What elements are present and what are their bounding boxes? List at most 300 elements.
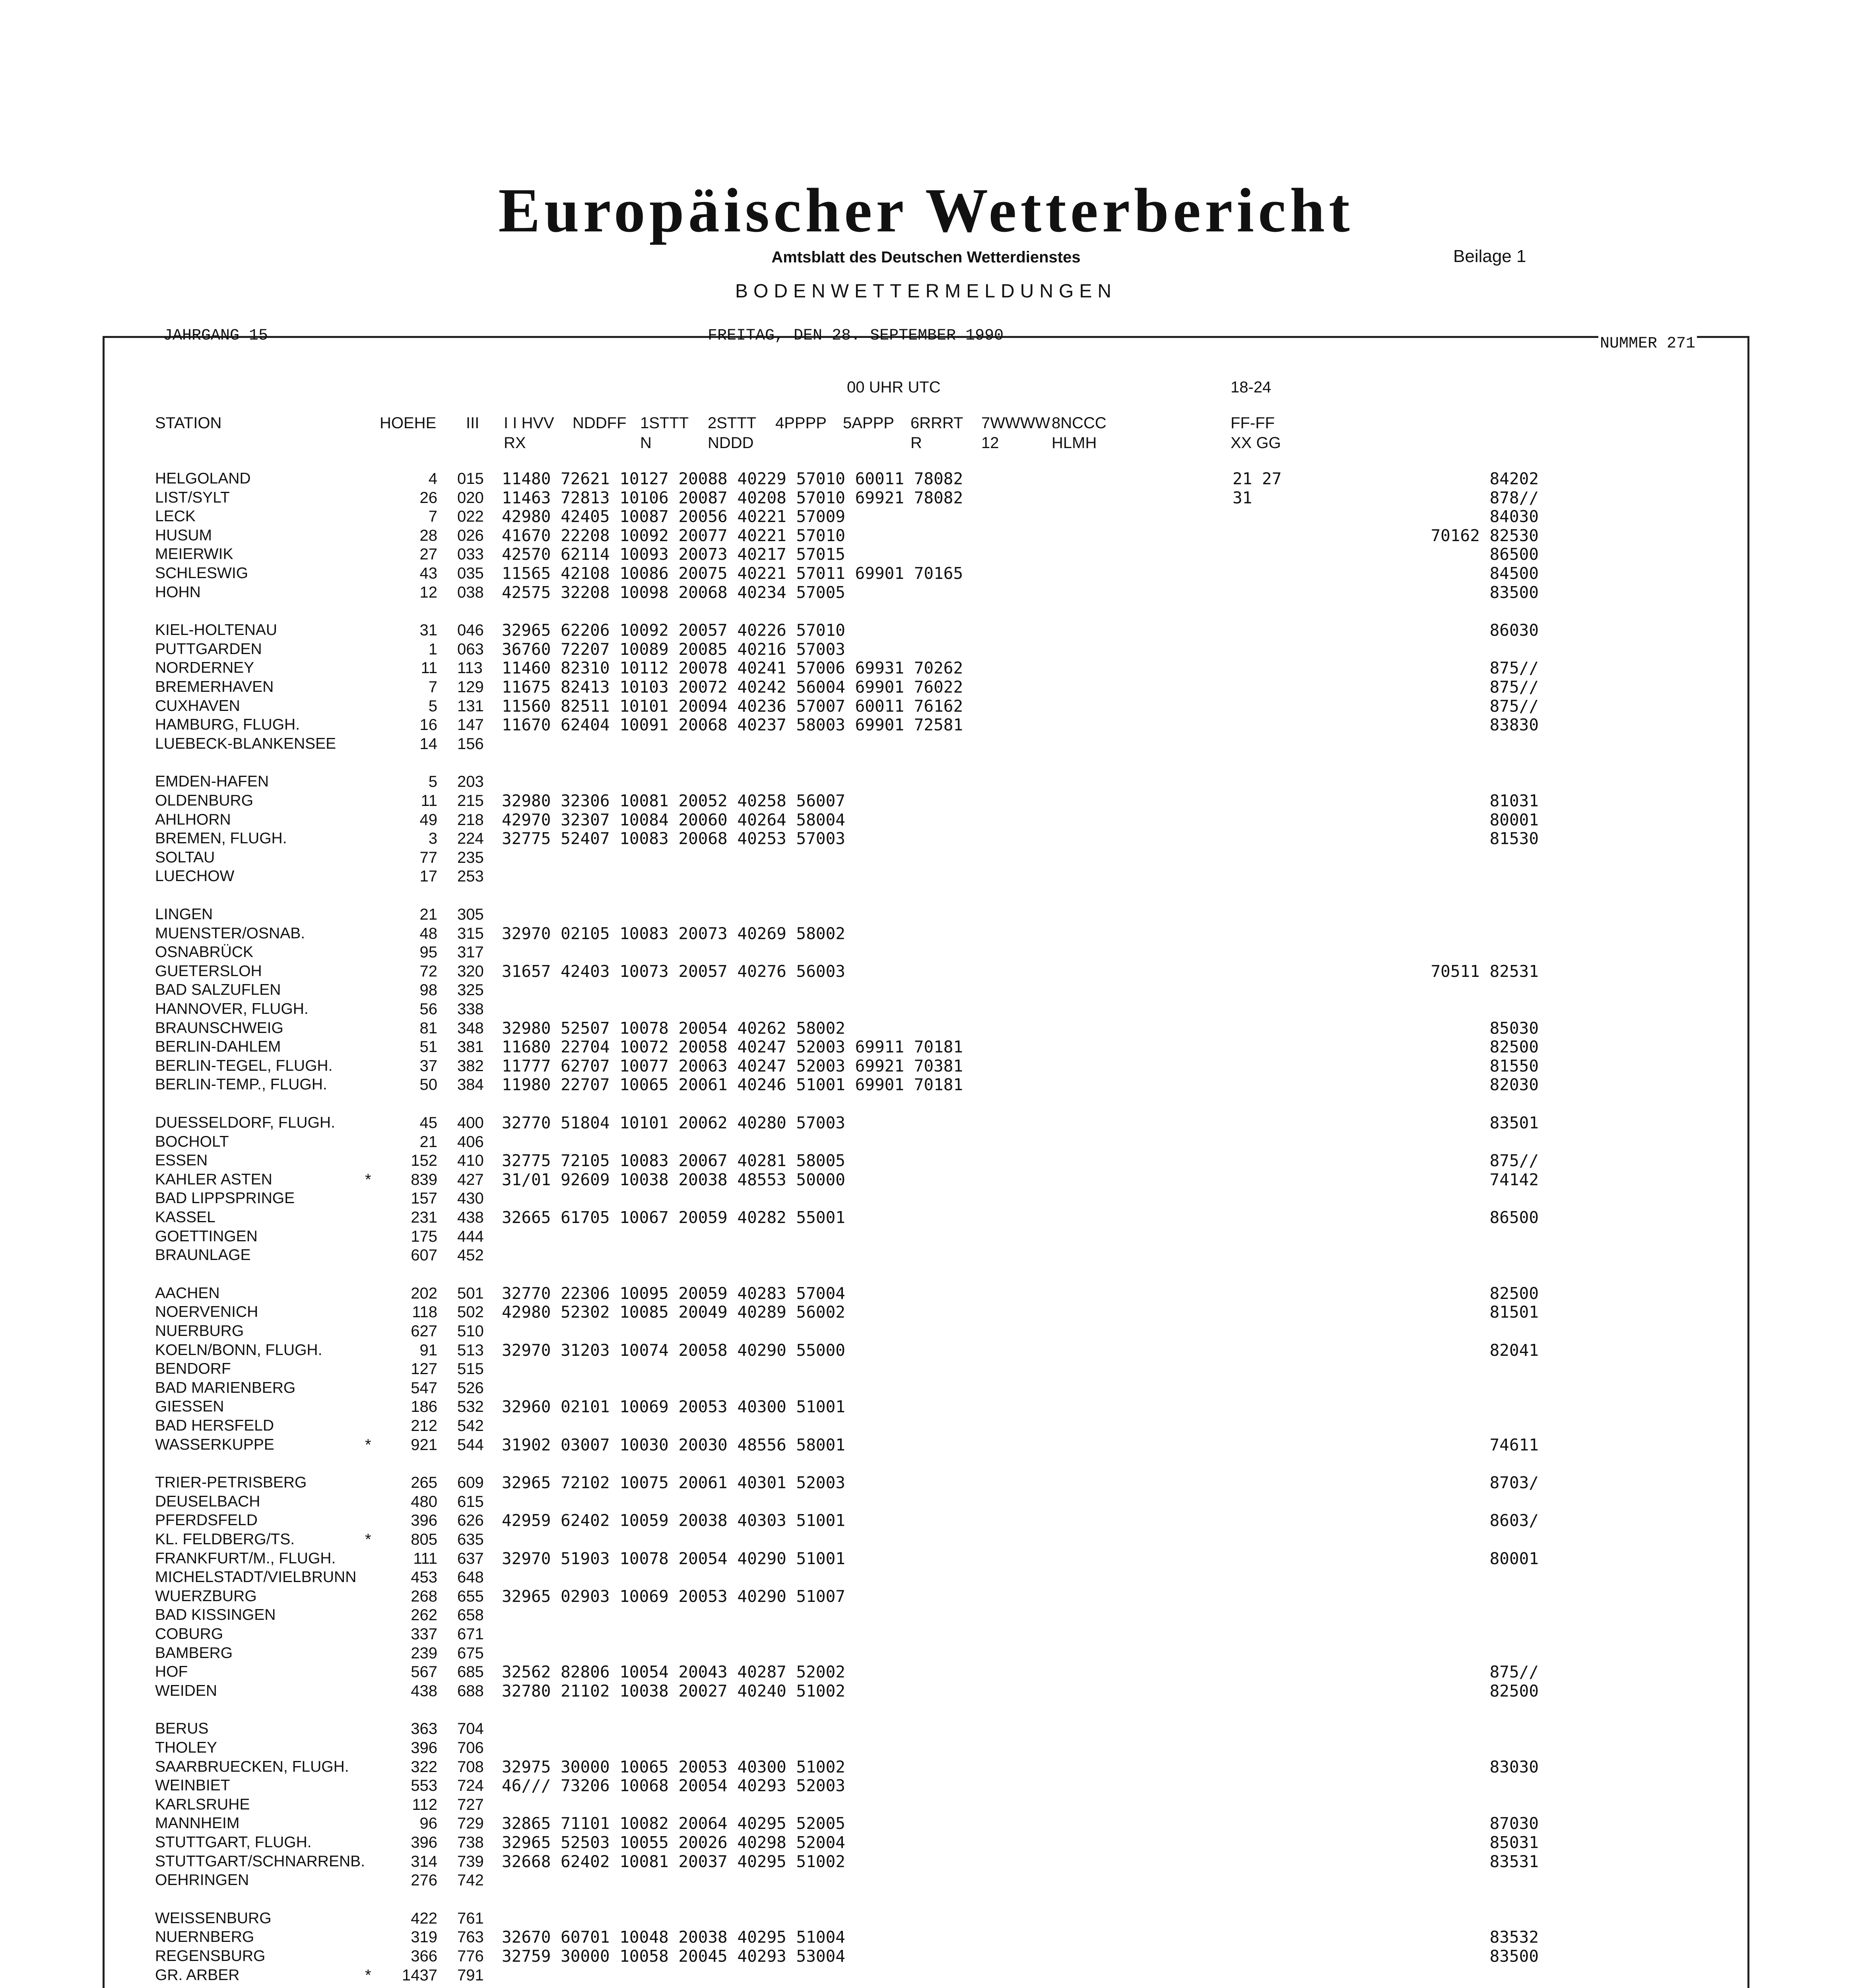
table-row xyxy=(0,772,1852,791)
station-elevation: 319 xyxy=(411,1928,437,1946)
station-name: MEIERWIK xyxy=(155,546,233,563)
station-elevation: 56 xyxy=(419,1000,437,1018)
table-row xyxy=(0,1341,1852,1360)
station-number: 510 xyxy=(457,1322,484,1340)
station-number: 438 xyxy=(457,1209,484,1226)
synop-extra-groups: 74611 xyxy=(1489,1435,1539,1454)
column-header: 8NCCC xyxy=(1052,414,1107,432)
table-row xyxy=(0,1814,1852,1833)
station-elevation: 14 xyxy=(419,735,437,753)
station-name: GR. ARBER xyxy=(155,1966,240,1984)
synop-groups: 11777 62707 10077 20063 40247 52003 69921 70381 xyxy=(502,1056,963,1076)
table-row xyxy=(0,1435,1852,1454)
table-row xyxy=(0,1075,1852,1094)
station-name: DEUSELBACH xyxy=(155,1493,260,1510)
synop-extra-groups: 83500 xyxy=(1489,1947,1539,1966)
table-row xyxy=(0,1795,1852,1814)
table-row xyxy=(0,1189,1852,1208)
table-row xyxy=(0,1719,1852,1738)
synop-groups: 11480 72621 10127 20088 40229 57010 60011 78082 xyxy=(502,469,963,488)
table-row xyxy=(0,640,1852,659)
station-number: 129 xyxy=(457,678,484,696)
synop-extra-groups: 83500 xyxy=(1489,582,1539,602)
station-name: BREMEN, FLUGH. xyxy=(155,830,287,847)
station-name: MICHELSTADT/VIELBRUNN xyxy=(155,1569,357,1586)
synop-extra-groups: 74142 xyxy=(1489,1170,1539,1189)
station-elevation: 21 xyxy=(419,906,437,923)
table-row xyxy=(0,905,1852,924)
station-name: SCHLESWIG xyxy=(155,565,248,582)
synop-groups: 42570 62114 10093 20073 40217 57015 xyxy=(502,545,845,564)
station-number: 776 xyxy=(457,1947,484,1965)
synop-groups: 32670 60701 10048 20038 40295 51004 xyxy=(502,1928,845,1947)
station-name: BERUS xyxy=(155,1720,209,1738)
table-row xyxy=(0,1170,1852,1189)
table-row xyxy=(0,1303,1852,1322)
table-row xyxy=(0,1928,1852,1947)
station-elevation: 239 xyxy=(411,1644,437,1662)
station-elevation: 805 xyxy=(411,1531,437,1548)
station-number: 381 xyxy=(457,1038,484,1056)
station-elevation: 7 xyxy=(428,678,437,696)
synop-groups: 32775 72105 10083 20067 40281 58005 xyxy=(502,1151,845,1171)
station-name: EMDEN-HAFEN xyxy=(155,773,269,790)
station-number: 235 xyxy=(457,848,484,866)
station-elevation: 337 xyxy=(411,1625,437,1643)
table-row xyxy=(0,1227,1852,1246)
table-row xyxy=(0,469,1852,488)
station-number: 609 xyxy=(457,1474,484,1492)
station-number: 317 xyxy=(457,944,484,961)
table-row xyxy=(0,1966,1852,1985)
station-name: GOETTINGEN xyxy=(155,1227,258,1245)
station-name: WEIDEN xyxy=(155,1682,217,1699)
station-name: TRIER-PETRISBERG xyxy=(155,1474,307,1491)
station-elevation: 5 xyxy=(428,697,437,715)
station-elevation: 49 xyxy=(419,811,437,829)
station-number: 203 xyxy=(457,773,484,791)
station-number: 113 xyxy=(457,659,483,677)
station-elevation: 396 xyxy=(411,1512,437,1530)
column-header: HLMH xyxy=(1052,434,1097,452)
station-elevation: 262 xyxy=(411,1606,437,1624)
synop-extra-groups: 84030 xyxy=(1489,507,1539,526)
station-name: HOF xyxy=(155,1663,188,1681)
synop-extra-groups: 875// xyxy=(1489,658,1539,678)
synop-groups: 42959 62402 10059 20038 40303 51001 xyxy=(502,1511,845,1530)
synop-extra-groups: 86030 xyxy=(1489,621,1539,640)
table-row xyxy=(0,1852,1852,1871)
station-number: 430 xyxy=(457,1190,484,1208)
station-number: 046 xyxy=(457,621,484,639)
station-name: BAD HERSFELD xyxy=(155,1417,274,1434)
station-name: DUESSELDORF, FLUGH. xyxy=(155,1114,335,1131)
station-name: FRANKFURT/M., FLUGH. xyxy=(155,1549,336,1567)
synop-extra-groups: 82041 xyxy=(1489,1340,1539,1360)
synop-extra-groups: 86500 xyxy=(1489,1208,1539,1227)
station-elevation: 607 xyxy=(411,1246,437,1264)
station-number: 688 xyxy=(457,1682,484,1700)
station-number: 384 xyxy=(457,1076,484,1094)
station-number: 671 xyxy=(457,1625,484,1643)
synop-groups: 32970 02105 10083 20073 40269 58002 xyxy=(502,924,845,943)
station-elevation: 396 xyxy=(411,1834,437,1851)
table-row xyxy=(0,810,1852,829)
synop-groups: 11680 22704 10072 20058 40247 52003 69911 70181 xyxy=(502,1037,963,1057)
station-name: MANNHEIM xyxy=(155,1815,240,1832)
synop-extra-groups: 81031 xyxy=(1489,791,1539,810)
station-elevation: 112 xyxy=(412,1796,437,1813)
synop-groups: 41670 22208 10092 20077 40221 57010 xyxy=(502,526,845,545)
station-elevation: 422 xyxy=(411,1909,437,1927)
station-name: KOELN/BONN, FLUGH. xyxy=(155,1341,322,1359)
table-row xyxy=(0,1871,1852,1890)
station-number: 648 xyxy=(457,1569,484,1586)
table-row xyxy=(0,488,1852,507)
table-row xyxy=(0,1530,1852,1549)
synop-extra-groups: 83030 xyxy=(1489,1757,1539,1776)
station-number: 655 xyxy=(457,1587,484,1605)
station-elevation: 363 xyxy=(411,1720,437,1738)
station-number: 513 xyxy=(457,1341,484,1359)
station-elevation: 21 xyxy=(419,1133,437,1151)
column-header: HOEHE xyxy=(380,414,437,432)
station-number: 382 xyxy=(457,1057,484,1075)
station-number: 325 xyxy=(457,981,484,999)
station-name: WUERZBURG xyxy=(155,1587,257,1605)
synop-extra-groups: 82500 xyxy=(1489,1037,1539,1057)
synop-groups: 32759 30000 10058 20045 40293 53004 xyxy=(502,1947,845,1966)
station-number: 026 xyxy=(457,526,484,544)
station-name: OLDENBURG xyxy=(155,792,254,809)
station-elevation: 480 xyxy=(411,1493,437,1510)
table-row xyxy=(0,1757,1852,1776)
synop-extra-groups: 875// xyxy=(1489,1151,1539,1171)
synop-groups: 42575 32208 10098 20068 40234 57005 xyxy=(502,582,845,602)
station-name: BERLIN-TEMP., FLUGH. xyxy=(155,1076,327,1093)
station-elevation: 17 xyxy=(419,868,437,885)
synop-extra-groups: 80001 xyxy=(1489,810,1539,829)
table-row xyxy=(0,1625,1852,1644)
table-row xyxy=(0,583,1852,602)
synop-groups: 32980 52507 10078 20054 40262 58002 xyxy=(502,1018,845,1038)
table-row xyxy=(0,848,1852,867)
table-row xyxy=(0,526,1852,545)
station-number: 022 xyxy=(457,508,484,526)
station-name: KL. FELDBERG/TS. xyxy=(155,1531,295,1548)
synop-groups: 42980 52302 10085 20049 40289 56002 xyxy=(502,1303,845,1322)
synop-groups: 11980 22707 10065 20061 40246 51001 69901 70181 xyxy=(502,1075,963,1095)
station-number: 020 xyxy=(457,489,484,507)
table-row xyxy=(0,1909,1852,1928)
station-elevation: 396 xyxy=(411,1739,437,1757)
station-name: HAMBURG, FLUGH. xyxy=(155,716,300,734)
station-name: WEISSENBURG xyxy=(155,1909,272,1927)
column-header: 6RRRT xyxy=(910,414,963,432)
station-name: OEHRINGEN xyxy=(155,1872,249,1889)
table-row xyxy=(0,924,1852,943)
section-title: BODENWETTERMELDUNGEN xyxy=(735,281,1117,302)
table-row xyxy=(0,1473,1852,1492)
synop-extra-groups: 70162 82530 xyxy=(1431,526,1539,545)
table-row xyxy=(0,1056,1852,1076)
station-number: 215 xyxy=(457,792,484,810)
station-name: STUTTGART, FLUGH. xyxy=(155,1834,312,1851)
station-name: LECK xyxy=(155,508,196,525)
synop-extra-groups: 83531 xyxy=(1489,1852,1539,1871)
synop-extra-groups: 70511 82531 xyxy=(1431,961,1539,981)
synop-extra-groups: 80001 xyxy=(1489,1549,1539,1568)
station-name: CUXHAVEN xyxy=(155,697,240,714)
station-elevation: 72 xyxy=(419,962,437,980)
station-number: 724 xyxy=(457,1777,484,1795)
synop-groups: 11565 42108 10086 20075 40221 57011 69901 70165 xyxy=(502,564,963,583)
table-row xyxy=(0,658,1852,678)
synop-groups: 32965 02903 10069 20053 40290 51007 xyxy=(502,1586,845,1606)
station-number: 708 xyxy=(457,1758,484,1776)
station-name: LUECHOW xyxy=(155,868,235,885)
station-number: 658 xyxy=(457,1606,484,1624)
station-number: 706 xyxy=(457,1739,484,1757)
table-row xyxy=(0,1416,1852,1435)
synop-groups: 32975 30000 10065 20053 40300 51002 xyxy=(502,1757,845,1776)
station-number: 544 xyxy=(457,1436,484,1454)
synop-extra-groups: 875// xyxy=(1489,678,1539,697)
synop-groups: 32775 52407 10083 20068 40253 57003 xyxy=(502,829,845,848)
table-row xyxy=(0,1568,1852,1587)
table-row xyxy=(0,678,1852,697)
station-name: KIEL-HOLTENAU xyxy=(155,621,278,639)
station-elevation: 37 xyxy=(419,1057,437,1075)
report-subtitle: Amtsblatt des Deutschen Wetterdienstes xyxy=(771,248,1081,266)
station-name: AHLHORN xyxy=(155,811,231,828)
station-elevation: 118 xyxy=(412,1303,437,1321)
period-range: 18-24 xyxy=(1231,379,1272,396)
report-title: Europäischer Wetterbericht xyxy=(498,176,1354,245)
station-elevation: 5 xyxy=(428,773,437,791)
mountain-station-mark: * xyxy=(365,1436,371,1454)
synop-groups: 32562 82806 10054 20043 40287 52002 xyxy=(502,1662,845,1682)
station-elevation: 453 xyxy=(411,1569,437,1586)
station-elevation: 4 xyxy=(428,470,437,487)
station-name: COBURG xyxy=(155,1625,223,1642)
table-row xyxy=(0,1947,1852,1966)
station-name: NUERNBERG xyxy=(155,1928,254,1946)
station-name: REGENSBURG xyxy=(155,1947,266,1965)
station-number: 063 xyxy=(457,640,484,658)
column-header: N xyxy=(640,434,652,452)
station-elevation: 91 xyxy=(419,1341,437,1359)
station-elevation: 212 xyxy=(411,1417,437,1435)
mountain-station-mark: * xyxy=(365,1966,371,1984)
station-number: 015 xyxy=(457,470,484,487)
station-name: BREMERHAVEN xyxy=(155,678,274,695)
table-row xyxy=(0,1397,1852,1416)
station-name: NUERBURG xyxy=(155,1322,244,1340)
table-row xyxy=(0,1587,1852,1606)
station-number: 320 xyxy=(457,962,484,980)
station-name: THOLEY xyxy=(155,1739,217,1756)
station-elevation: 95 xyxy=(419,944,437,961)
table-row xyxy=(0,829,1852,848)
station-elevation: 48 xyxy=(419,924,437,942)
station-elevation: 3 xyxy=(428,830,437,848)
synop-extra-groups: 81530 xyxy=(1489,829,1539,848)
station-elevation: 202 xyxy=(411,1284,437,1302)
station-name: PFERDSFELD xyxy=(155,1512,258,1529)
synop-extra-groups: 85030 xyxy=(1489,1018,1539,1038)
synop-groups: 32770 22306 10095 20059 40283 57004 xyxy=(502,1283,845,1303)
station-name: BERLIN-DAHLEM xyxy=(155,1038,281,1056)
synop-extra-groups: 83532 xyxy=(1489,1928,1539,1947)
station-elevation: 127 xyxy=(411,1360,437,1378)
table-row xyxy=(0,980,1852,1000)
synop-groups: 32770 51804 10101 20062 40280 57003 xyxy=(502,1113,845,1132)
synop-extra-groups: 82500 xyxy=(1489,1681,1539,1701)
synop-groups: 32965 72102 10075 20061 40301 52003 xyxy=(502,1473,845,1493)
station-elevation: 98 xyxy=(419,981,437,999)
station-number: 704 xyxy=(457,1720,484,1738)
station-elevation: 268 xyxy=(411,1587,437,1605)
station-name: BRAUNSCHWEIG xyxy=(155,1019,283,1037)
station-elevation: 81 xyxy=(419,1019,437,1037)
table-row xyxy=(0,507,1852,526)
station-number: 315 xyxy=(457,924,484,942)
synop-groups: 32980 32306 10081 20052 40258 56007 xyxy=(502,791,845,810)
supplement-label: Beilage 1 xyxy=(1453,247,1526,266)
station-elevation: 366 xyxy=(411,1947,437,1965)
column-header: 4PPPP xyxy=(775,414,827,432)
station-number: 727 xyxy=(457,1796,484,1813)
station-name: GUETERSLOH xyxy=(155,962,262,980)
station-name: LUEBECK-BLANKENSEE xyxy=(155,735,336,752)
station-number: 253 xyxy=(457,868,484,885)
station-elevation: 175 xyxy=(411,1227,437,1245)
station-elevation: 186 xyxy=(411,1398,437,1416)
station-name: BAD KISSINGEN xyxy=(155,1606,276,1624)
table-row xyxy=(0,1322,1852,1341)
synop-extra-groups: 84500 xyxy=(1489,564,1539,583)
table-row xyxy=(0,962,1852,981)
column-header: XX GG xyxy=(1231,434,1281,452)
station-name: HOHN xyxy=(155,583,201,601)
mountain-station-mark: * xyxy=(365,1531,371,1548)
station-number: 526 xyxy=(457,1379,484,1397)
synop-extra-groups: 8703/ xyxy=(1489,1473,1539,1493)
station-number: 038 xyxy=(457,583,484,601)
table-row xyxy=(0,1644,1852,1663)
synop-groups: 42970 32307 10084 20060 40264 58004 xyxy=(502,810,845,829)
table-row xyxy=(0,1246,1852,1265)
synop-extra-groups: 8603/ xyxy=(1489,1511,1539,1530)
table-row xyxy=(0,1208,1852,1227)
table-row xyxy=(0,1738,1852,1757)
station-number: 791 xyxy=(457,1966,484,1984)
station-name: NORDERNEY xyxy=(155,659,254,677)
station-elevation: 553 xyxy=(411,1777,437,1795)
synop-extra-groups: 81550 xyxy=(1489,1056,1539,1076)
station-number: 501 xyxy=(457,1284,484,1302)
table-row xyxy=(0,545,1852,564)
table-row xyxy=(0,1359,1852,1378)
station-elevation: 7 xyxy=(428,508,437,526)
station-elevation: 567 xyxy=(411,1663,437,1681)
synop-groups: 11560 82511 10101 20094 40236 57007 60011 76162 xyxy=(502,696,963,716)
station-number: 338 xyxy=(457,1000,484,1018)
gust-groups: 21 27 xyxy=(1233,469,1282,488)
station-elevation: 152 xyxy=(411,1152,437,1170)
station-elevation: 16 xyxy=(419,716,437,734)
station-name: BENDORF xyxy=(155,1360,231,1378)
station-elevation: 547 xyxy=(411,1379,437,1397)
station-name: GIESSEN xyxy=(155,1398,224,1415)
synop-groups: 32970 51903 10078 20054 40290 51001 xyxy=(502,1549,845,1568)
synop-extra-groups: 82030 xyxy=(1489,1075,1539,1095)
station-number: 410 xyxy=(457,1152,484,1170)
synop-groups: 32668 62402 10081 20037 40295 51002 xyxy=(502,1852,845,1871)
station-number: 635 xyxy=(457,1531,484,1548)
column-header: 1STTT xyxy=(640,414,689,432)
column-header: I I HVV xyxy=(504,414,554,432)
station-elevation: 314 xyxy=(411,1852,437,1870)
table-row xyxy=(0,1000,1852,1019)
station-number: 626 xyxy=(457,1512,484,1530)
station-elevation: 627 xyxy=(411,1322,437,1340)
station-number: 147 xyxy=(457,716,484,734)
station-number: 348 xyxy=(457,1019,484,1037)
station-elevation: 276 xyxy=(411,1872,437,1889)
synop-extra-groups: 878// xyxy=(1489,488,1539,507)
table-row xyxy=(0,1378,1852,1398)
synop-groups: 32965 62206 10092 20057 40226 57010 xyxy=(502,621,845,640)
synop-groups: 31902 03007 10030 20030 48556 58001 xyxy=(502,1435,845,1454)
station-number: 763 xyxy=(457,1928,484,1946)
station-elevation: 45 xyxy=(419,1114,437,1132)
station-name: BERLIN-TEGEL, FLUGH. xyxy=(155,1057,333,1074)
station-number: 739 xyxy=(457,1852,484,1870)
station-name: STUTTGART/SCHNARRENB. xyxy=(155,1852,365,1870)
table-row xyxy=(0,1549,1852,1568)
station-name: LIST/SYLT xyxy=(155,489,230,506)
synop-extra-groups: 875// xyxy=(1489,1662,1539,1682)
station-number: 406 xyxy=(457,1133,484,1151)
synop-extra-groups: 83501 xyxy=(1489,1113,1539,1132)
station-name: KASSEL xyxy=(155,1209,215,1226)
column-header: RX xyxy=(504,434,526,452)
column-header: FF-FF xyxy=(1231,414,1275,432)
column-header: NDDD xyxy=(708,434,754,452)
station-elevation: 27 xyxy=(419,546,437,563)
station-name: SAARBRUECKEN, FLUGH. xyxy=(155,1758,349,1775)
station-name: HANNOVER, FLUGH. xyxy=(155,1000,309,1017)
station-name: NOERVENICH xyxy=(155,1303,258,1321)
synop-groups: 42980 42405 10087 20056 40221 57009 xyxy=(502,507,845,526)
station-name: BRAUNLAGE xyxy=(155,1246,251,1264)
column-header: 12 xyxy=(981,434,999,452)
station-name: MUENSTER/OSNAB. xyxy=(155,924,305,942)
table-row xyxy=(0,564,1852,583)
station-name: SOLTAU xyxy=(155,848,215,866)
table-row xyxy=(0,734,1852,753)
table-row xyxy=(0,1662,1852,1681)
table-row xyxy=(0,1037,1852,1056)
station-elevation: 28 xyxy=(419,526,437,544)
synop-extra-groups: 86500 xyxy=(1489,545,1539,564)
station-number: 742 xyxy=(457,1872,484,1889)
synop-extra-groups: 85031 xyxy=(1489,1833,1539,1852)
synop-groups: 32865 71101 10082 20064 40295 52005 xyxy=(502,1814,845,1833)
station-elevation: 12 xyxy=(419,583,437,601)
